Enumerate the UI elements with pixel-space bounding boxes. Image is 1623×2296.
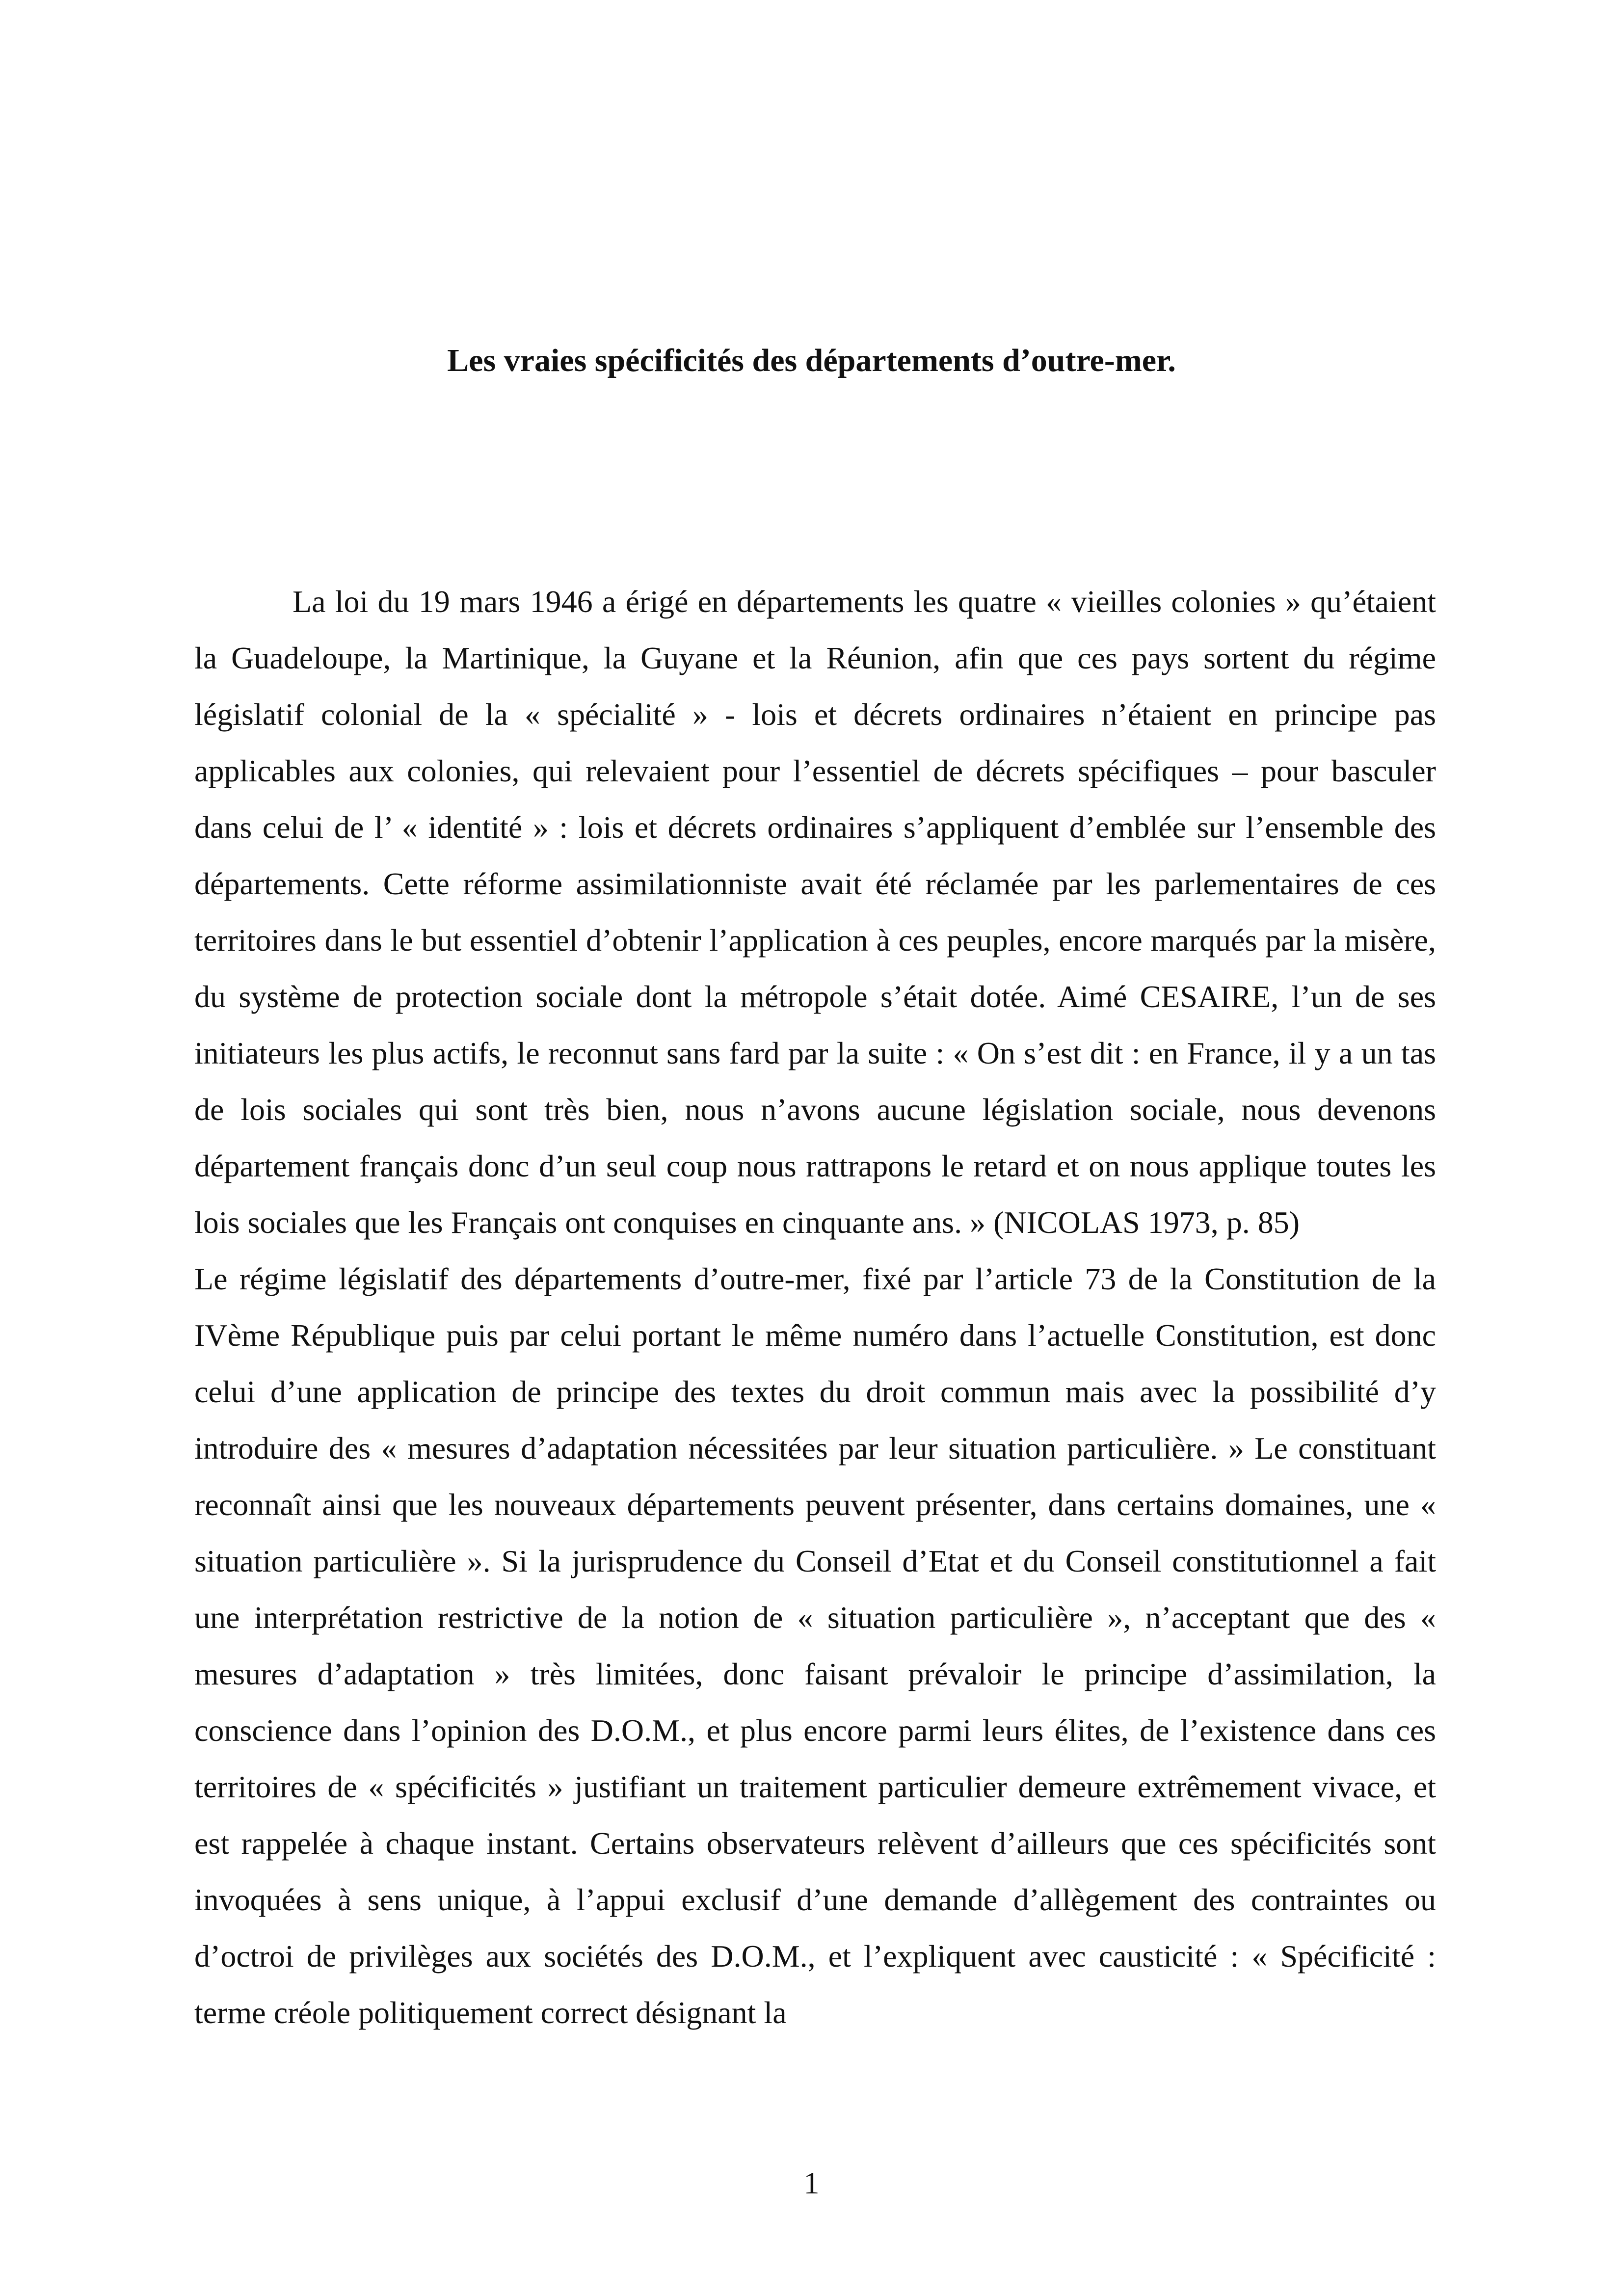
body-text [194,573,1436,2041]
page-title: Les vraies spécificités des départements d’outre-mer. [447,343,1176,378]
paragraph-1: La loi du 19 mars 1946 a érigé en départements les quatre « vieilles colonies » qu’étaient la Guadeloupe, la Martinique, la Guyane et la Réunion, afin que ces pays sortent du régime législatif colonial de la « spécialité » - lois et décrets ordinaires n’étaient en principe pas applicables aux colonies, qui relevaient pour l’essentiel de décrets spécifiques – pour basculer dans celui de l’ « identité » : lois et décrets ordinaires s’appliquent d’emblée sur l’ensemble des départements. Cette réforme assimilationniste avait été réclamée par les parlementaires de ces territoires dans le but essentiel d’obtenir l’application à ces peuples, encore marqués par la misère, du système de protection sociale dont la métropole s’était dotée. Aimé CESAIRE, l’un de ses initiateurs les plus actifs, le reconnut sans fard par la suite : « On s’est dit : en France, il y a un tas de lois sociales qui sont très bien, nous n’avons aucune législation sociale, nous devenons département français donc d’un seul coup nous rattrapons le retard et on nous applique toutes les lois sociales que les Français ont conquises en cinquante ans. » (NICOLAS 1973, p. 85) [194,584,1436,1240]
page-number: 1 [803,2165,820,2200]
paragraph-2: Le régime législatif des départements d’outre-mer, fixé par l’article 73 de la Constitution de la IVème République puis par celui portant le même numéro dans l’actuelle Constitution, est donc celui d’une application de principe des textes du droit commun mais avec la possibilité d’y introduire des « mesures d’adaptation nécessitées par leur situation particulière. » Le constituant reconnaît ainsi que les nouveaux départements peuvent présenter, dans certains domaines, une « situation particulière ». Si la jurisprudence du Conseil d’Etat et du Conseil constitutionnel a fait une interprétation restrictive de la notion de « situation particulière », n’acceptant que des « mesures d’adaptation » très limitées, donc faisant prévaloir le principe d’assimilation, la conscience dans l’opinion des D.O.M., et plus encore parmi leurs élites, de l’existence dans ces territoires de « spécificités » justifiant un traitement particulier demeure extrêmement vivace, et est rappelée à chaque instant. Certains observateurs relèvent d’ailleurs que ces spécificités sont invoquées à sens unique, à l’appui exclusif d’une demande d’allègement des contraintes ou d’octroi de privilèges aux sociétés des D.O.M., et l’expliquent avec causticité : « Spécificité : terme créole politiquement correct désignant la [194,1261,1436,2030]
